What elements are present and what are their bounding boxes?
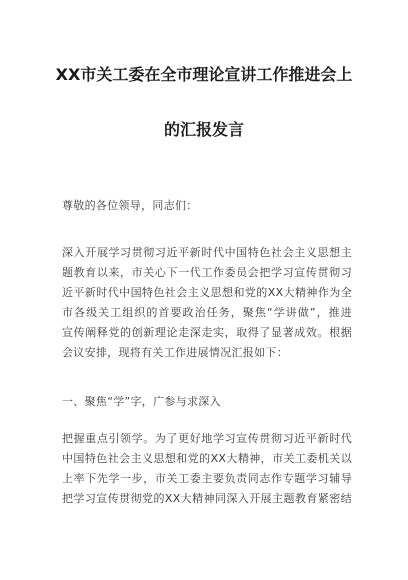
document-title-line-2: 的汇报发言	[163, 120, 244, 139]
paragraph-line: 把学习宣传贯彻党的XX大精神同深入开展主题教育紧密结	[62, 492, 352, 505]
paragraph-line: 题教育以来，市关心下一代工作委员会把学习宣传贯彻习	[62, 266, 352, 279]
paragraph-section-1	[62, 429, 352, 509]
section-heading-1	[62, 392, 352, 412]
paragraph-line: 市各级关工组织的首要政治任务，聚焦“学讲做”，推进	[62, 306, 352, 319]
paragraph-line: 会议安排，现将有关工作进展情况汇报如下：	[62, 346, 288, 359]
section-heading-text: 一、聚焦“学”字，广参与求深入	[62, 395, 221, 408]
paragraph-intro	[62, 243, 352, 363]
paragraph-line: 深入开展学习贯彻习近平新时代中国特色社会主义思想主	[62, 246, 352, 259]
paragraph-line: 中国特色社会主义思想和党的XX大精神，市关工委机关以	[62, 452, 352, 465]
salutation	[62, 196, 352, 216]
paragraph-line: 近平新时代中国特色社会主义思想和党的XX大精神作为全	[62, 286, 352, 299]
paragraph-line: 上率下先学一步，市关工委主要负责同志作专题学习辅导	[62, 472, 352, 485]
salutation-text: 尊敬的各位领导，同志们：	[62, 199, 198, 212]
paragraph-line: 把握重点引领学。为了更好地学习宣传贯彻习近平新时代	[62, 432, 352, 445]
paragraph-line: 宣传阐释党的创新理论走深走实，取得了显著成效。根据	[62, 326, 352, 339]
document-title-line-1: XX市关工委在全市理论宣讲工作推进会上	[55, 65, 353, 84]
